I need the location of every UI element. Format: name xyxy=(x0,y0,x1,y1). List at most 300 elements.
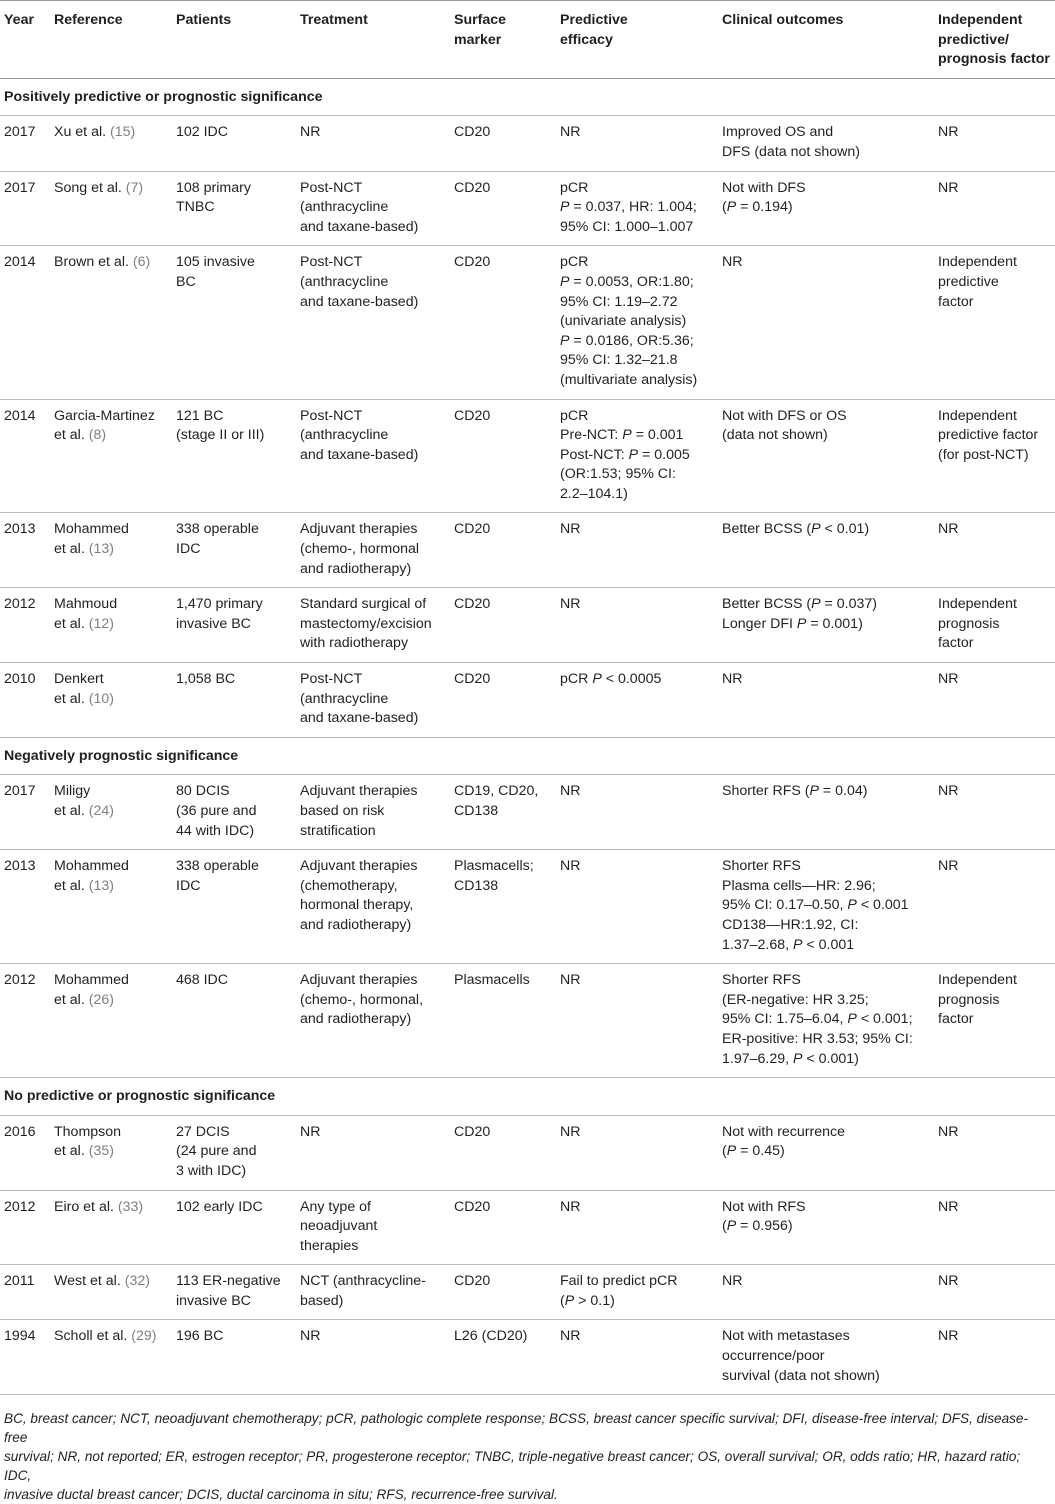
cell-text: NR xyxy=(300,1123,321,1140)
cell-text: Not with metastases xyxy=(722,1328,850,1345)
cell-independent xyxy=(934,663,1055,738)
citation-link[interactable]: (26) xyxy=(88,991,114,1008)
cell-text: occurrence/poor xyxy=(722,1348,825,1365)
cell-text: Eiro et al. (33) xyxy=(54,1198,144,1215)
cell-text: 196 BC xyxy=(176,1328,224,1345)
cell-text: CD19, CD20, xyxy=(454,783,539,800)
cell-treatment xyxy=(296,1115,450,1190)
column-header-surface-marker xyxy=(450,1,556,79)
cell-text: (univariate analysis) xyxy=(560,313,687,330)
cell-text: CD20 xyxy=(454,124,491,141)
cell-efficacy xyxy=(556,1115,718,1190)
cell-text: et al. (26) xyxy=(54,991,114,1008)
cell-text: 2017 xyxy=(4,783,36,800)
section-row xyxy=(0,78,1055,116)
cell-text: NR xyxy=(938,1123,959,1140)
citation-link[interactable]: (24) xyxy=(88,803,114,819)
cell-text: 44 with IDC) xyxy=(176,822,255,839)
cell-text: NR xyxy=(560,783,581,800)
cell-text: predictive factor xyxy=(938,427,1039,444)
cell-text: 2012 xyxy=(4,596,36,613)
cell-text: Shorter RFS xyxy=(722,858,801,875)
cell-text: Independent xyxy=(938,407,1017,424)
cell-text: et al. (13) xyxy=(54,877,114,894)
cell-efficacy xyxy=(556,1265,718,1320)
cell-reference xyxy=(50,964,172,1078)
cell-marker xyxy=(450,513,556,588)
cell-text: 2013 xyxy=(4,521,36,538)
citation-link[interactable]: (32) xyxy=(124,1273,150,1290)
cell-text: (anthracycline xyxy=(300,199,389,216)
cell-text: 108 primary xyxy=(176,179,251,196)
footnote-line: BC, breast cancer; NCT, neoadjuvant chemotherapy; pCR, pathologic complete response; BCSS, breast cancer specific survival; DFI, disease-free interval; DFS, disease-free xyxy=(4,1411,1029,1446)
cell-efficacy xyxy=(556,116,718,171)
cell-text: 3 with IDC) xyxy=(176,1162,247,1179)
cell-outcomes xyxy=(718,1265,934,1320)
citation-link[interactable]: (6) xyxy=(132,254,151,271)
cell-text: Mahmoud xyxy=(54,596,118,613)
cell-text: (36 pure and xyxy=(176,803,257,819)
cell-year xyxy=(0,1320,50,1395)
cell-text: NR xyxy=(938,671,959,688)
cell-year xyxy=(0,1115,50,1190)
cell-independent xyxy=(934,171,1055,246)
cell-text: NR xyxy=(938,858,959,875)
section-title: Negatively prognostic significance xyxy=(0,737,1055,775)
cell-outcomes xyxy=(718,775,934,850)
cell-text: therapies xyxy=(300,1237,359,1254)
cell-text: CD20 xyxy=(454,1123,491,1140)
cell-independent xyxy=(934,775,1055,850)
table-row xyxy=(0,1115,1055,1190)
cell-text: P = 0.0186, OR:5.36; xyxy=(560,332,694,349)
cell-outcomes xyxy=(718,1320,934,1395)
table-row xyxy=(0,588,1055,663)
cell-independent xyxy=(934,399,1055,513)
cell-text: Post-NCT xyxy=(300,671,363,688)
cell-efficacy xyxy=(556,1320,718,1395)
cell-efficacy xyxy=(556,663,718,738)
cell-text: NR xyxy=(938,783,959,800)
cell-text: Plasmacells; xyxy=(454,858,534,875)
cell-outcomes xyxy=(718,513,934,588)
cell-efficacy xyxy=(556,1190,718,1265)
cell-text: 2014 xyxy=(4,254,36,271)
cell-text: TNBC xyxy=(176,199,215,216)
cell-text: (anthracycline xyxy=(300,690,389,707)
cell-text: (stage II or III) xyxy=(176,427,265,444)
cell-year xyxy=(0,399,50,513)
table-body xyxy=(0,78,1055,1394)
cell-efficacy xyxy=(556,246,718,399)
cell-treatment xyxy=(296,246,450,399)
column-header-independent-factor xyxy=(934,1,1055,79)
cell-text: Denkert xyxy=(54,671,104,688)
cell-marker xyxy=(450,1115,556,1190)
cell-marker xyxy=(450,246,556,399)
header-line: Clinical outcomes xyxy=(722,12,844,28)
cell-independent xyxy=(934,1320,1055,1395)
cell-text: NR xyxy=(560,972,581,989)
column-header-clinical-outcomes xyxy=(718,1,934,79)
cell-text: 1.97–6.29, P < 0.001) xyxy=(722,1050,859,1067)
cell-text: 95% CI: 1.32–21.8 xyxy=(560,352,678,369)
cell-marker xyxy=(450,399,556,513)
cell-text: factor xyxy=(938,635,974,652)
cell-text: ER-positive: HR 3.53; 95% CI: xyxy=(722,1030,913,1047)
cell-efficacy xyxy=(556,964,718,1078)
cell-text: NR xyxy=(938,124,959,141)
cell-text: NR xyxy=(300,124,321,141)
cell-text: NR xyxy=(300,1328,321,1345)
column-header-reference xyxy=(50,1,172,79)
header-line: efficacy xyxy=(560,31,613,48)
cell-year xyxy=(0,850,50,964)
cell-treatment xyxy=(296,588,450,663)
cell-text: West et al. (32) xyxy=(54,1273,150,1290)
cell-text: Garcia-Martinez xyxy=(54,407,155,424)
cell-text: (chemotherapy, xyxy=(300,877,398,894)
cell-text: 95% CI: 1.19–2.72 xyxy=(560,293,678,310)
cell-patients xyxy=(172,1190,296,1265)
cell-patients xyxy=(172,246,296,399)
cell-efficacy xyxy=(556,775,718,850)
cell-text: 2016 xyxy=(4,1123,36,1140)
cell-text: NR xyxy=(560,521,581,538)
cell-text: neoadjuvant xyxy=(300,1218,378,1235)
cell-text: NR xyxy=(938,1328,959,1345)
cell-text: et al. (12) xyxy=(54,615,114,632)
cell-text: 27 DCIS xyxy=(176,1123,230,1140)
cell-text: 1,470 primary xyxy=(176,596,263,613)
cell-text: 102 IDC xyxy=(176,124,229,141)
cell-text: Shorter RFS xyxy=(722,972,801,989)
cell-text: CD20 xyxy=(454,1198,491,1215)
cell-efficacy xyxy=(556,588,718,663)
cell-patients xyxy=(172,663,296,738)
cell-text: survival (data not shown) xyxy=(722,1367,880,1384)
column-header-treatment xyxy=(296,1,450,79)
cell-reference xyxy=(50,246,172,399)
cell-reference xyxy=(50,775,172,850)
cell-text: Plasmacells xyxy=(454,972,530,989)
cell-independent xyxy=(934,588,1055,663)
header-line: Treatment xyxy=(300,12,368,28)
cell-text: NR xyxy=(938,179,959,196)
table-header xyxy=(0,1,1055,79)
cell-text: (multivariate analysis) xyxy=(560,371,698,388)
cell-efficacy xyxy=(556,399,718,513)
cell-text: with radiotherapy xyxy=(300,635,409,652)
cell-text: prognosis xyxy=(938,615,1000,632)
cell-text: 105 invasive xyxy=(176,254,255,271)
cell-text: P = 0.0053, OR:1.80; xyxy=(560,273,694,290)
cell-text: CD20 xyxy=(454,1273,491,1290)
citation-link[interactable]: (15) xyxy=(110,124,136,141)
cell-independent xyxy=(934,850,1055,964)
table-row xyxy=(0,1190,1055,1265)
cell-year xyxy=(0,1190,50,1265)
cell-text: invasive BC xyxy=(176,1292,251,1309)
cell-reference xyxy=(50,399,172,513)
cell-text: CD20 xyxy=(454,179,491,196)
cell-independent xyxy=(934,246,1055,399)
cell-text: 2014 xyxy=(4,407,36,424)
cell-text: stratification xyxy=(300,822,376,839)
cell-text: IDC xyxy=(176,541,201,558)
cell-text: 95% CI: 1.000–1.007 xyxy=(560,218,694,235)
cell-text: pCR xyxy=(560,254,589,271)
cell-text: 121 BC xyxy=(176,407,224,424)
cell-text: Miligy xyxy=(54,783,91,800)
cell-marker xyxy=(450,588,556,663)
cell-reference xyxy=(50,116,172,171)
cell-text: NR xyxy=(560,1198,581,1215)
cell-text: based on risk xyxy=(300,803,385,819)
cell-text: Shorter RFS (P = 0.04) xyxy=(722,783,868,800)
cell-text: (for post-NCT) xyxy=(938,446,1029,463)
cell-text: Any type of xyxy=(300,1198,371,1215)
cell-text: and taxane-based) xyxy=(300,218,419,235)
cell-treatment xyxy=(296,663,450,738)
cell-text: and taxane-based) xyxy=(300,293,419,310)
cell-treatment xyxy=(296,399,450,513)
table-row xyxy=(0,1265,1055,1320)
cell-independent xyxy=(934,513,1055,588)
cell-text: NR xyxy=(722,254,743,271)
cell-patients xyxy=(172,1320,296,1395)
table-row xyxy=(0,1320,1055,1395)
cell-text: Mohammed xyxy=(54,858,129,875)
cell-year xyxy=(0,775,50,850)
cell-text: et al. (13) xyxy=(54,541,114,558)
cell-text: Post-NCT xyxy=(300,179,363,196)
cell-independent xyxy=(934,964,1055,1078)
cell-text: et al. (8) xyxy=(54,427,107,444)
cell-year xyxy=(0,1265,50,1320)
citation-link[interactable]: (29) xyxy=(131,1328,157,1345)
cell-text: Xu et al. (15) xyxy=(54,124,136,141)
cell-text: 2.2–104.1) xyxy=(560,485,628,502)
cell-text: and taxane-based) xyxy=(300,710,419,727)
section-title: No predictive or prognostic significance xyxy=(0,1078,1055,1116)
cell-text: NR xyxy=(938,1273,959,1290)
cell-text: NCT (anthracycline- xyxy=(300,1273,426,1290)
cell-text: CD138—HR:1.92, CI: xyxy=(722,916,859,933)
cell-marker xyxy=(450,116,556,171)
cell-text: Song et al. (7) xyxy=(54,179,144,196)
cell-outcomes xyxy=(718,116,934,171)
cell-text: DFS (data not shown) xyxy=(722,143,860,160)
cell-text: Independent xyxy=(938,254,1017,271)
cell-marker xyxy=(450,663,556,738)
cell-text: Adjuvant therapies xyxy=(300,521,418,538)
citation-link[interactable]: (13) xyxy=(88,877,114,894)
cell-text: NR xyxy=(722,671,743,688)
cell-text: (P = 0.194) xyxy=(722,199,793,216)
cell-text: (OR:1.53; 95% CI: xyxy=(560,466,676,483)
cell-text: (P = 0.956) xyxy=(722,1218,793,1235)
cell-text: Plasma cells—HR: 2.96; xyxy=(722,877,876,894)
section-row xyxy=(0,1078,1055,1116)
cell-text: (data not shown) xyxy=(722,427,828,444)
cell-reference xyxy=(50,1115,172,1190)
cell-text: and radiotherapy) xyxy=(300,916,412,933)
cell-treatment xyxy=(296,513,450,588)
cell-text: Fail to predict pCR xyxy=(560,1273,678,1290)
cell-independent xyxy=(934,1265,1055,1320)
cell-text: 95% CI: 1.75–6.04, P < 0.001; xyxy=(722,1011,913,1028)
cell-efficacy xyxy=(556,171,718,246)
cell-outcomes xyxy=(718,1190,934,1265)
cell-efficacy xyxy=(556,513,718,588)
cell-text: 1,058 BC xyxy=(176,671,236,688)
cell-text: P = 0.037, HR: 1.004; xyxy=(560,199,697,216)
cell-text: and radiotherapy) xyxy=(300,1011,412,1028)
cell-marker xyxy=(450,1265,556,1320)
cell-patients xyxy=(172,964,296,1078)
cell-patients xyxy=(172,775,296,850)
cell-text: CD20 xyxy=(454,407,491,424)
cell-text: IDC xyxy=(176,877,201,894)
cell-text: Pre-NCT: P = 0.001 xyxy=(560,427,684,444)
cell-treatment xyxy=(296,775,450,850)
cell-text: Scholl et al. (29) xyxy=(54,1328,157,1345)
cell-text: mastectomy/excision xyxy=(300,615,432,632)
cell-year xyxy=(0,513,50,588)
cell-text: factor xyxy=(938,1011,974,1028)
cell-text: Mohammed xyxy=(54,521,129,538)
cell-text: (P = 0.45) xyxy=(722,1143,785,1160)
header-line: prognosis factor xyxy=(938,51,1050,68)
cell-year xyxy=(0,588,50,663)
cell-reference xyxy=(50,1320,172,1395)
cell-text: NR xyxy=(938,1198,959,1215)
cell-text: 80 DCIS xyxy=(176,783,230,800)
cell-text: Post-NCT: P = 0.005 xyxy=(560,446,690,463)
table-row xyxy=(0,513,1055,588)
cell-outcomes xyxy=(718,964,934,1078)
cell-reference xyxy=(50,663,172,738)
cell-text: (24 pure and xyxy=(176,1143,257,1160)
cell-outcomes xyxy=(718,850,934,964)
citation-link[interactable]: (8) xyxy=(88,427,107,444)
cell-text: NR xyxy=(560,1123,581,1140)
header-line: marker xyxy=(454,31,502,48)
cell-text: (chemo-, hormonal, xyxy=(300,991,424,1008)
cell-text: (ER-negative: HR 3.25; xyxy=(722,991,869,1008)
header-line: predictive/ xyxy=(938,31,1009,48)
column-header-patients xyxy=(172,1,296,79)
header-line: Patients xyxy=(176,12,232,28)
cell-reference xyxy=(50,513,172,588)
cell-patients xyxy=(172,171,296,246)
cell-outcomes xyxy=(718,246,934,399)
cell-text: CD138 xyxy=(454,803,499,819)
cell-text: NR xyxy=(938,521,959,538)
header-line: Surface xyxy=(454,12,507,28)
cell-text: Better BCSS (P = 0.037) xyxy=(722,596,877,613)
cell-text: NR xyxy=(560,124,581,141)
cell-text: 2012 xyxy=(4,972,36,989)
cell-text: 2011 xyxy=(4,1273,35,1290)
cell-patients xyxy=(172,399,296,513)
citation-link[interactable]: (12) xyxy=(88,615,114,632)
cell-text: 338 operable xyxy=(176,858,259,875)
cell-patients xyxy=(172,588,296,663)
cell-marker xyxy=(450,850,556,964)
cell-text: 2017 xyxy=(4,179,36,196)
cell-text: factor xyxy=(938,293,974,310)
cell-text: Post-NCT xyxy=(300,407,363,424)
table-row xyxy=(0,775,1055,850)
cell-text: 1.37–2.68, P < 0.001 xyxy=(722,936,855,953)
table-row xyxy=(0,663,1055,738)
cell-marker xyxy=(450,1190,556,1265)
cell-text: CD20 xyxy=(454,671,491,688)
cell-text: Thompson xyxy=(54,1123,122,1140)
cell-patients xyxy=(172,850,296,964)
cell-text: et al. (24) xyxy=(54,803,114,819)
table-row xyxy=(0,399,1055,513)
cell-text: 102 early IDC xyxy=(176,1198,263,1215)
cell-text: pCR xyxy=(560,179,589,196)
cell-text: 2012 xyxy=(4,1198,36,1215)
cell-text: (anthracycline xyxy=(300,273,389,290)
cell-text: NR xyxy=(560,1328,581,1345)
cell-text: Not with RFS xyxy=(722,1198,806,1215)
cell-text: predictive xyxy=(938,273,999,290)
cell-text: CD20 xyxy=(454,521,491,538)
cell-treatment xyxy=(296,171,450,246)
header-line: Predictive xyxy=(560,12,628,28)
cell-text: et al. (10) xyxy=(54,690,114,707)
citation-link[interactable]: (10) xyxy=(88,690,114,707)
cell-text: 2013 xyxy=(4,858,36,875)
cell-text: Longer DFI P = 0.001) xyxy=(722,615,863,632)
cell-text: Not with recurrence xyxy=(722,1123,846,1140)
cell-independent xyxy=(934,1115,1055,1190)
section-title: Positively predictive or prognostic significance xyxy=(0,78,1055,116)
cell-text: (anthracycline xyxy=(300,427,389,444)
cell-year xyxy=(0,246,50,399)
cell-treatment xyxy=(296,1265,450,1320)
cell-text: Independent xyxy=(938,596,1017,613)
cell-year xyxy=(0,171,50,246)
cell-treatment xyxy=(296,1320,450,1395)
cell-patients xyxy=(172,1115,296,1190)
citation-link[interactable]: (13) xyxy=(88,541,114,558)
cell-treatment xyxy=(296,964,450,1078)
citation-link[interactable]: (7) xyxy=(125,179,144,196)
cell-text: BC xyxy=(176,273,196,290)
cell-text: 1994 xyxy=(4,1328,36,1345)
cell-text: 338 operable xyxy=(176,521,259,538)
cell-text: 468 IDC xyxy=(176,972,229,989)
footnote-line: invasive ductal breast cancer; DCIS, ductal carcinoma in situ; RFS, recurrence-free survival. xyxy=(4,1487,558,1503)
cell-treatment xyxy=(296,116,450,171)
header-line: Year xyxy=(4,12,34,28)
cell-text: Adjuvant therapies xyxy=(300,972,418,989)
cell-text: (chemo-, hormonal xyxy=(300,541,420,558)
column-header-year xyxy=(0,1,50,79)
cell-text: Independent xyxy=(938,972,1017,989)
cell-text: pCR xyxy=(560,407,589,424)
citation-link[interactable]: (33) xyxy=(117,1198,144,1215)
citation-link[interactable]: (35) xyxy=(88,1143,114,1160)
cell-reference xyxy=(50,1265,172,1320)
cell-text: (P > 0.1) xyxy=(560,1292,615,1309)
